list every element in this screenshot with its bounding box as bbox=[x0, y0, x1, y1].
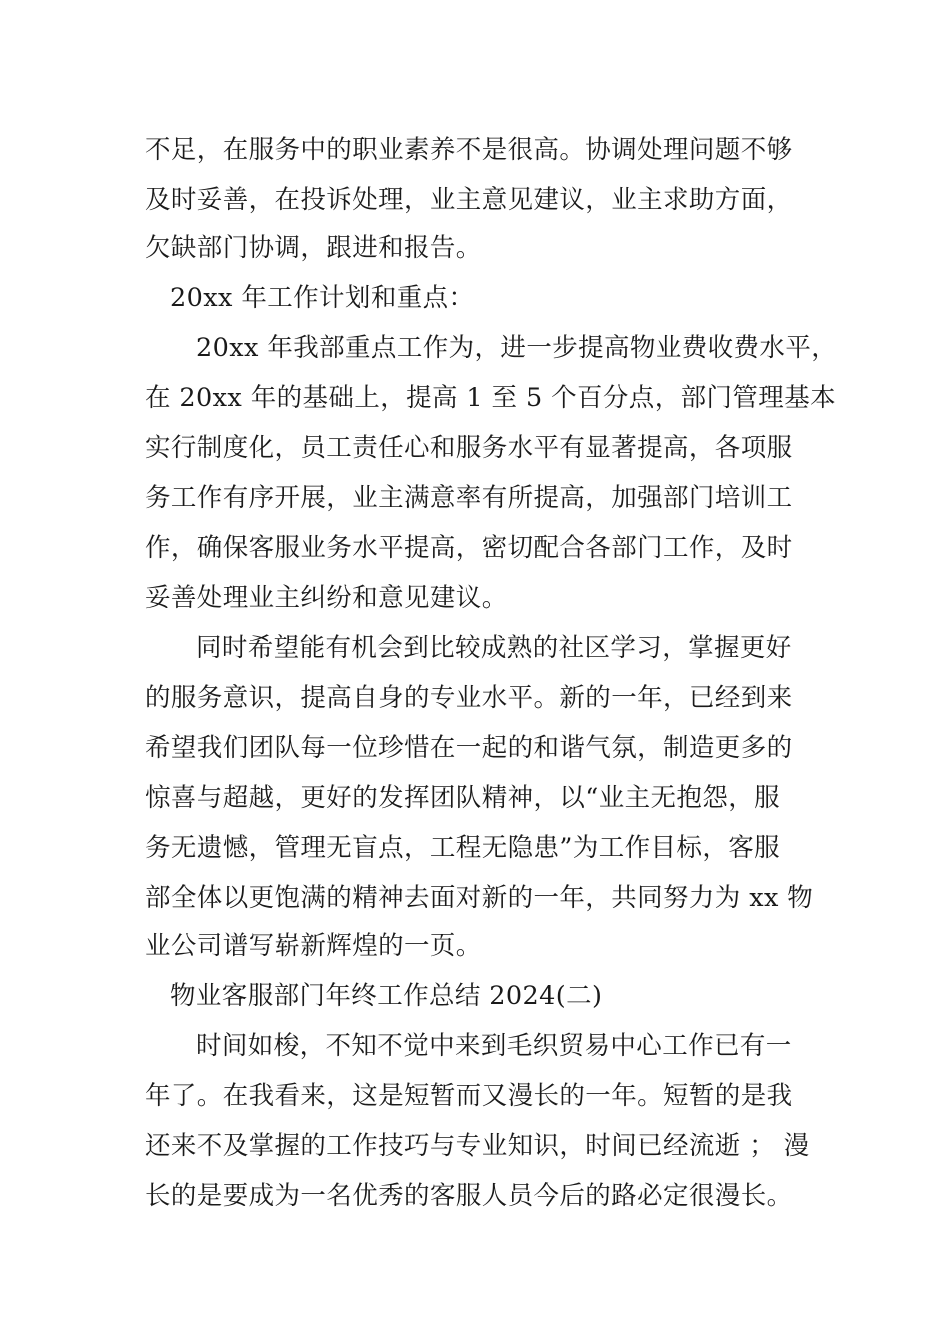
text-line: 业公司谱写崭新辉煌的一页。 bbox=[145, 931, 482, 961]
text-line: 妥善处理业主纠纷和意见建议。 bbox=[145, 583, 508, 613]
text-line: 长的是要成为一名优秀的客服人员今后的路必定很漫长。 bbox=[145, 1181, 793, 1211]
text-line: 务工作有序开展，业主满意率有所提高，加强部门培训工 bbox=[145, 483, 793, 513]
paragraph-first-line: 时间如梭，不知不觉中来到毛织贸易中心工作已有一 bbox=[196, 1031, 792, 1061]
section-heading: 20xx 年工作计划和重点： bbox=[170, 283, 475, 313]
paragraph-first-line: 20xx 年我部重点工作为，进一步提高物业费收费水平， bbox=[196, 333, 838, 363]
text-line: 务无遗憾，管理无盲点，工程无隐患”为工作目标，客服 bbox=[145, 833, 781, 863]
text-line: 欠缺部门协调，跟进和报告。 bbox=[145, 233, 482, 263]
text-line: 作，确保客服业务水平提高，密切配合各部门工作，及时 bbox=[145, 533, 793, 563]
text-line: 实行制度化，员工责任心和服务水平有显著提高，各项服 bbox=[145, 433, 793, 463]
text-line: 的服务意识，提高自身的专业水平。新的一年，已经到来 bbox=[145, 683, 793, 713]
text-line: 部全体以更饱满的精神去面对新的一年，共同努力为 xx 物 bbox=[145, 883, 814, 913]
text-line: 及时妥善，在投诉处理，业主意见建议，业主求助方面， bbox=[145, 185, 793, 215]
text-line: 惊喜与超越，更好的发挥团队精神，以“业主无抱怨，服 bbox=[145, 783, 781, 813]
paragraph-first-line: 同时希望能有机会到比较成熟的社区学习，掌握更好 bbox=[196, 633, 792, 663]
text-line: 希望我们团队每一位珍惜在一起的和谐气氛，制造更多的 bbox=[145, 733, 793, 763]
text-line: 还来不及掌握的工作技巧与专业知识，时间已经流逝 ； 漫 bbox=[145, 1131, 810, 1161]
section-heading: 物业客服部门年终工作总结 2024(二) bbox=[170, 981, 603, 1011]
text-line: 年了。在我看来，这是短暂而又漫长的一年。短暂的是我 bbox=[145, 1081, 793, 1111]
text-line: 不足，在服务中的职业素养不是很高。协调处理问题不够 bbox=[145, 135, 793, 165]
text-line: 在 20xx 年的基础上，提高 1 至 5 个百分点，部门管理基本 bbox=[145, 383, 836, 413]
